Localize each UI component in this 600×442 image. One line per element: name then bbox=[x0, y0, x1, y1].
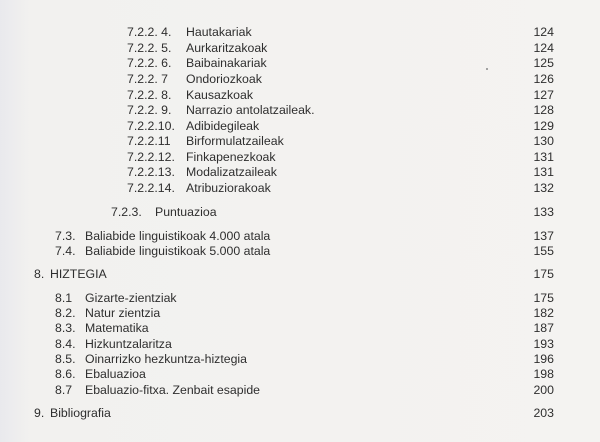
toc-entry-page: 198 bbox=[533, 367, 554, 381]
toc-entry-number: 7.2.2.13. bbox=[127, 165, 175, 179]
toc-entry-title: Natur zientzia bbox=[85, 306, 161, 320]
toc-entry-title: Adibidegileak bbox=[186, 119, 260, 133]
toc-entry-title: Atribuziorakoak bbox=[186, 181, 271, 195]
toc-entry-page: 175 bbox=[533, 267, 554, 281]
toc-entry-title: Ebaluazioa bbox=[85, 367, 146, 381]
toc-entry bbox=[0, 88, 600, 103]
toc-entry bbox=[0, 229, 600, 244]
toc-chapter bbox=[0, 267, 600, 282]
toc-chapter-number: 9. bbox=[34, 406, 45, 420]
toc-entry-page: 131 bbox=[533, 150, 554, 164]
toc-entry-number: 7.2.2.10. bbox=[127, 119, 175, 133]
toc-entry-number: 7.2.2. 4. bbox=[127, 25, 172, 39]
toc-entry-title: Matematika bbox=[85, 321, 149, 335]
toc-entry-number: 7.2.2.12. bbox=[127, 150, 175, 164]
toc-entry bbox=[0, 367, 600, 382]
toc-entry-title: Ondoriozkoak bbox=[186, 72, 262, 86]
toc-entry-number: 8.6. bbox=[55, 367, 76, 381]
toc-entry-title: Baliabide linguistikoak 5.000 atala bbox=[85, 244, 271, 258]
toc-entry-number: 7.2.2.11 bbox=[127, 134, 171, 148]
toc-entry-title: Oinarrizko hezkuntza-hiztegia bbox=[85, 352, 247, 366]
toc-entry-number: 8.3. bbox=[55, 321, 76, 335]
toc-entry-page: 126 bbox=[533, 72, 554, 86]
toc-entry-page: 125 bbox=[533, 56, 554, 70]
toc-entry bbox=[0, 165, 600, 180]
toc-entry bbox=[0, 25, 600, 40]
toc-entry-title: Gizarte-zientziak bbox=[85, 291, 177, 305]
toc-entry bbox=[0, 134, 600, 149]
toc-entry-page: 132 bbox=[533, 181, 554, 195]
toc-entry-title: Puntuazioa bbox=[155, 205, 217, 219]
toc-entry-title: Baibainakariak bbox=[186, 56, 267, 70]
toc-entry-page: 175 bbox=[533, 291, 554, 305]
toc-entry bbox=[0, 119, 600, 134]
toc-entry-number: 7.2.2. 6. bbox=[127, 56, 172, 70]
toc-entry-page: 128 bbox=[533, 103, 554, 117]
toc-chapter bbox=[0, 406, 600, 421]
toc-entry bbox=[0, 41, 600, 56]
toc-chapter-number: 8. bbox=[34, 267, 45, 281]
toc-entry-title: Hautakariak bbox=[186, 25, 252, 39]
toc-entry-number: 7.2.2. 7 bbox=[127, 72, 169, 86]
toc-entry-number: 8.2. bbox=[55, 306, 76, 320]
toc-entry-page: 203 bbox=[533, 406, 554, 420]
toc-entry-page: 187 bbox=[533, 321, 554, 335]
toc-entry-page: 133 bbox=[533, 205, 554, 219]
toc-entry-page: 196 bbox=[533, 352, 554, 366]
toc-entry-page: 131 bbox=[533, 165, 554, 179]
toc-entry-page: 200 bbox=[533, 383, 554, 397]
toc-entry-number: 7.2.2. 8. bbox=[127, 88, 172, 102]
toc-entry bbox=[0, 56, 600, 71]
toc-entry bbox=[0, 306, 600, 321]
toc-entry-number: 7.2.2. 5. bbox=[127, 41, 172, 55]
toc-entry-title: Hizkuntzalaritza bbox=[85, 337, 172, 351]
toc-entry bbox=[0, 337, 600, 352]
toc-entry-number: 7.4. bbox=[55, 244, 76, 258]
toc-entry-number: 8.4. bbox=[55, 337, 76, 351]
toc-entry-page: 130 bbox=[533, 134, 554, 148]
toc-entry-page: 124 bbox=[533, 25, 554, 39]
toc-entry-title: Aurkaritzakoak bbox=[186, 41, 268, 55]
toc-chapter-title: HIZTEGIA bbox=[50, 267, 107, 281]
scan-speck bbox=[486, 68, 488, 70]
toc-entry-number: 7.2.2.14. bbox=[127, 181, 175, 195]
toc-entry-page: 127 bbox=[533, 88, 554, 102]
toc-entry-page: 129 bbox=[533, 119, 554, 133]
toc-entry bbox=[0, 181, 600, 196]
toc-entry-number: 7.3. bbox=[55, 229, 76, 243]
toc-entry-number: 7.2.2. 9. bbox=[127, 103, 172, 117]
toc-entry-number: 8.1 bbox=[55, 291, 73, 305]
toc-entry-number: 8.5. bbox=[55, 352, 76, 366]
toc-entry-number: 8.7 bbox=[55, 383, 73, 397]
toc-entry-title: Kausazkoak bbox=[186, 88, 253, 102]
toc-chapter-title: Bibliografia bbox=[50, 406, 111, 420]
toc-entry-page: 124 bbox=[533, 41, 554, 55]
toc-entry bbox=[0, 291, 600, 306]
toc-entry-title: Finkapenezkoak bbox=[186, 150, 276, 164]
toc-entry-page: 193 bbox=[533, 337, 554, 351]
toc-entry bbox=[0, 244, 600, 259]
toc-entry bbox=[0, 103, 600, 118]
toc-entry-page: 137 bbox=[533, 229, 554, 243]
toc-entry-page: 155 bbox=[533, 244, 554, 258]
toc-entry-title: Modalizatzaileak bbox=[186, 165, 277, 179]
toc-entry-title: Birformulatzaileak bbox=[186, 134, 284, 148]
toc-entry bbox=[0, 150, 600, 165]
toc-entry bbox=[0, 72, 600, 87]
toc-entry bbox=[0, 321, 600, 336]
toc-entry-title: Narrazio antolatzaileak. bbox=[186, 103, 315, 117]
toc-entry-number: 7.2.3. bbox=[111, 205, 142, 219]
toc-entry-page: 182 bbox=[533, 306, 554, 320]
toc-entry bbox=[0, 352, 600, 367]
toc-entry bbox=[0, 383, 600, 398]
toc-entry bbox=[0, 205, 600, 220]
toc-entry-title: Baliabide linguistikoak 4.000 atala bbox=[85, 229, 271, 243]
toc-entry-title: Ebaluazio-fitxa. Zenbait esapide bbox=[85, 383, 260, 397]
